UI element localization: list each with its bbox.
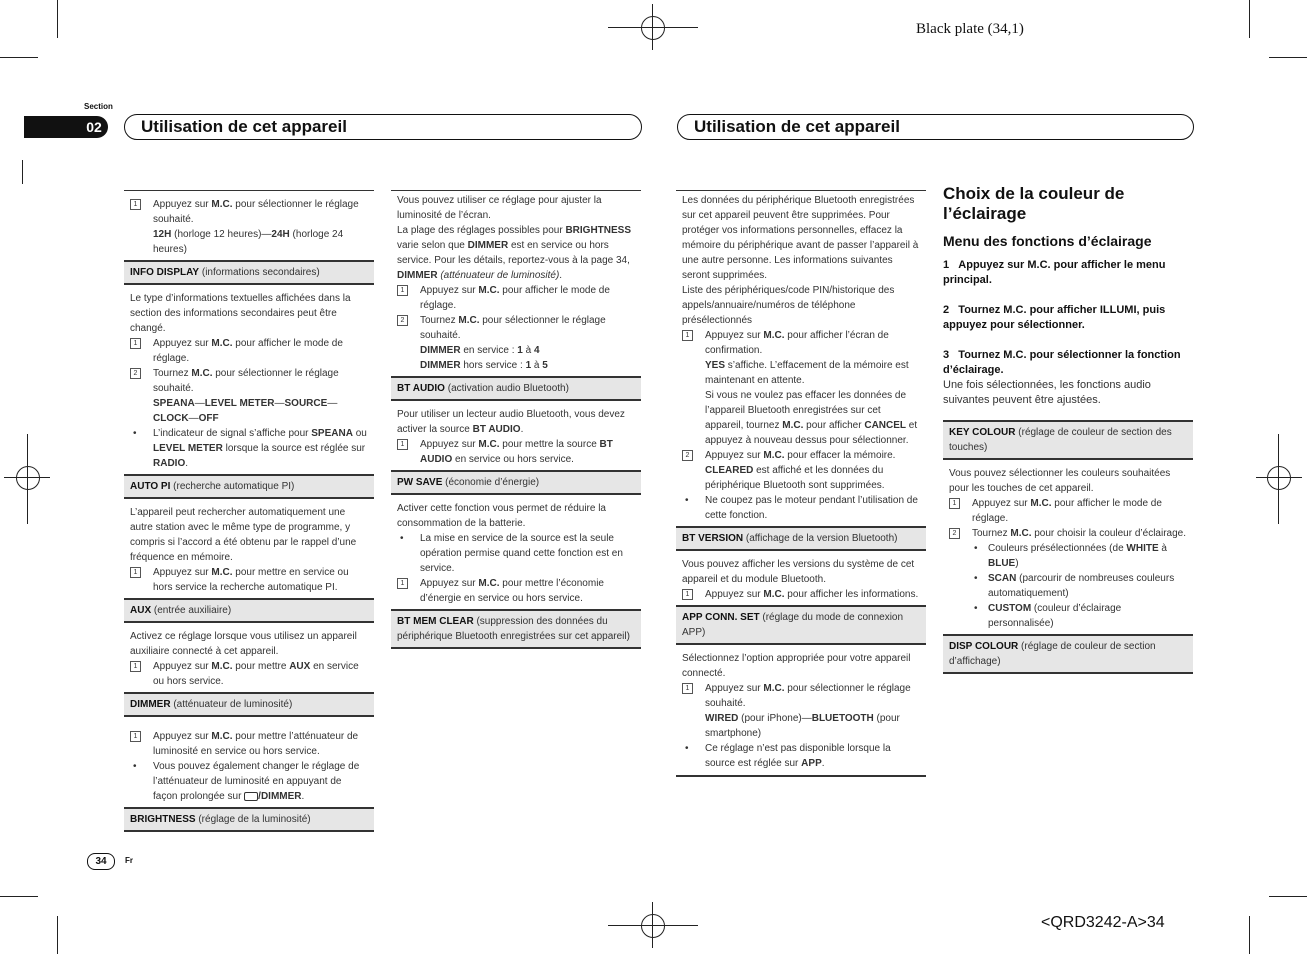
text: Tournez (153, 368, 192, 379)
text: pour mettre l’atténuateur de luminosité en service ou hors service. (153, 731, 359, 757)
text: ) (1015, 558, 1019, 569)
setting-subtitle: (activation audio Bluetooth) (444, 383, 569, 394)
setting-title: BT VERSION (682, 533, 744, 544)
text: CLEARED (705, 465, 754, 476)
text: 4 (533, 345, 540, 356)
text: (couleur d’éclairage personnalisée) (988, 603, 1122, 629)
text: 1 (525, 360, 532, 371)
text: CLOCK (153, 413, 189, 424)
text: 12H (153, 229, 172, 240)
text: hors service : (460, 360, 526, 371)
text: (pour iPhone)— (738, 713, 812, 724)
setting-title: AUTO PI (130, 481, 171, 492)
paragraph: Vous pouvez sélectionner les couleurs souhaitées pour les touches de cet appareil. (949, 468, 1171, 494)
text: pour afficher le mode de réglage. (972, 498, 1162, 524)
text: — (194, 398, 205, 409)
paragraph: L’appareil peut rechercher automatiquement une autre station avec le même type de programme, y compris si l’accord a été obtenu par le rappel d’une fréquence en mémoire. (130, 507, 357, 563)
text: SCAN (988, 573, 1017, 584)
text: (horloge 12 heures)— (171, 229, 272, 240)
step-item (949, 526, 1187, 541)
text: Appuyez sur (705, 450, 764, 461)
text: (atténuateur de luminosité) (437, 270, 560, 281)
column-2 (391, 190, 641, 655)
text: M.C. (1030, 498, 1052, 509)
text: M.C. (211, 661, 233, 672)
text: pour choisir la couleur d’éclairage. (1031, 528, 1186, 539)
text: M.C. (191, 368, 213, 379)
step-number: 2 (130, 368, 141, 379)
step-item (949, 496, 1187, 526)
text: M.C. (763, 450, 785, 461)
text: pour afficher l’écran de confirmation. (705, 330, 889, 356)
text: . (821, 758, 825, 769)
step-number: 2 (397, 315, 408, 326)
registration-mark (1256, 477, 1302, 478)
bullet-item (130, 426, 368, 471)
text: Appuyez sur (420, 578, 479, 589)
text: pour afficher (803, 420, 865, 431)
header-left (124, 114, 642, 140)
setting-band (391, 470, 641, 495)
step-text: Appuyez sur M.C. pour afficher le menu principal. (943, 259, 1166, 286)
text: M.C. (763, 330, 785, 341)
paragraph (397, 223, 635, 283)
text: en service ou hors service. (153, 661, 359, 687)
text: (pour smartphone) (705, 713, 900, 739)
text: La mise en service de la source est la seule opération permise quand cette fonction est en service. (420, 533, 623, 574)
text: M.C. (763, 683, 785, 694)
text: à (1158, 543, 1167, 554)
step-item (682, 448, 920, 493)
text: Appuyez sur (705, 330, 764, 341)
setting-subtitle: (suppression des données du périphérique Bluetooth enregistrées sur cet appareil) (397, 616, 630, 642)
setting-subtitle: (entrée auxiliaire) (151, 605, 232, 616)
bullet-icon: • (685, 495, 689, 506)
text: pour sélectionner le réglage souhaité. (153, 199, 359, 225)
text: pour effacer la mémoire. (784, 450, 896, 461)
text: Tournez (972, 528, 1011, 539)
step-item (397, 576, 635, 606)
setting-subtitle: (informations secondaires) (199, 267, 320, 278)
crop-mark (1249, 916, 1250, 954)
text: YES (705, 360, 726, 371)
bullet-item (972, 541, 1187, 571)
setting-title: DISP COLOUR (949, 641, 1019, 652)
paragraph (397, 407, 635, 437)
text: . (520, 424, 524, 435)
registration-mark (641, 16, 665, 40)
registration-mark (27, 434, 28, 524)
bullet-icon: • (133, 761, 137, 772)
text: à (531, 360, 543, 371)
text: AUX (289, 661, 311, 672)
text: OFF (198, 413, 219, 424)
step-item (682, 587, 920, 602)
setting-title: DIMMER (130, 699, 171, 710)
text: Ce réglage n’est pas disponible lorsque la source est réglée sur (705, 743, 891, 769)
section-label: Section (84, 102, 113, 111)
registration-mark (608, 27, 698, 28)
text: M.C. (458, 315, 480, 326)
text: La plage des réglages possibles pour (397, 225, 566, 236)
setting-band (943, 420, 1193, 460)
paragraph: Activez ce réglage lorsque vous utilisez un appareil auxiliaire connecté à cet appareil. (130, 631, 357, 657)
bullet-item (397, 531, 635, 576)
setting-subtitle: (recherche automatique PI) (170, 481, 295, 492)
text: DIMMER (420, 360, 461, 371)
step-number: 1 (682, 589, 693, 600)
text: CUSTOM (988, 603, 1032, 614)
paragraph: Vous pouvez utiliser ce réglage pour ajuster la luminosité de l’écran. (397, 195, 602, 221)
text: WIRED (705, 713, 739, 724)
step-text: Tournez M.C. pour afficher ILLUMI, puis appuyez pour sélectionner. (943, 304, 1166, 331)
text: Si vous ne voulez pas effacer les données de l’appareil Bluetooth enregistrées sur cet appareil, tournez (705, 390, 907, 431)
text: BT AUDIO (472, 424, 521, 435)
text: SOURCE (284, 398, 328, 409)
section-number: 02 (80, 116, 108, 138)
text: Appuyez sur (153, 567, 212, 578)
setting-title: INFO DISPLAY (130, 267, 200, 278)
text: M.C. (211, 731, 233, 742)
bullet-item (130, 759, 368, 804)
text: pour afficher les informations. (784, 589, 919, 600)
bullet-item (972, 601, 1187, 631)
text: M.C. (478, 439, 500, 450)
setting-band (124, 807, 374, 832)
crop-mark (0, 57, 38, 58)
text: pour sélectionner le réglage souhaité. (153, 368, 339, 394)
setting-band (676, 526, 926, 551)
setting-title: BT AUDIO (397, 383, 445, 394)
step-number: 2 (949, 528, 960, 539)
setting-title: KEY COLOUR (949, 427, 1016, 438)
step-item (130, 565, 368, 595)
step-item (682, 328, 920, 448)
text: BLUE (988, 558, 1016, 569)
registration-mark (1278, 434, 1279, 524)
bullet-item (682, 493, 920, 523)
step-text: Tournez M.C. pour sélectionner la fonction d’éclairage. (943, 349, 1181, 376)
numbered-step (943, 348, 1193, 378)
setting-subtitle: (affichage de la version Bluetooth) (743, 533, 898, 544)
text: est affiché et les données du périphérique Bluetooth sont supprimées. (705, 465, 885, 491)
text: Appuyez sur (153, 661, 212, 672)
step-item (130, 197, 368, 257)
section-heading: Choix de la couleur de l’éclairage (943, 184, 1125, 223)
setting-subtitle: (réglage de couleur de section d’affichage) (949, 641, 1156, 667)
paragraph: Activer cette fonction vous permet de réduire la consommation de la batterie. (397, 503, 606, 529)
step-number: 1 (130, 199, 141, 210)
text: et appuyez à nouveau dessus pour sélectionner. (705, 420, 918, 446)
step-number: 2 (682, 450, 693, 461)
setting-title: AUX (130, 605, 152, 616)
step-item (397, 313, 635, 373)
setting-band (391, 376, 641, 401)
bullet-item (682, 741, 920, 771)
step-description: Une fois sélectionnées, les fonctions audio suivantes peuvent être ajustées. (943, 379, 1151, 406)
setting-band (124, 692, 374, 717)
text: Ne coupez pas le moteur pendant l’utilisation de cette fonction. (705, 495, 918, 521)
setting-band (676, 605, 926, 645)
setting-subtitle: (atténuateur de luminosité) (170, 699, 293, 710)
step-number: 1 (397, 578, 408, 589)
step-item (130, 729, 368, 759)
column-3 (676, 190, 926, 777)
page-number: 34 (87, 853, 115, 870)
step-number: 1 (943, 259, 950, 271)
text: lorsque la source est réglée sur (222, 443, 366, 454)
setting-band (124, 474, 374, 499)
bullet-icon: • (133, 428, 137, 439)
bullet-icon: • (400, 533, 404, 544)
registration-mark (652, 902, 653, 948)
text: . (559, 270, 563, 281)
text: BLUETOOTH (811, 713, 874, 724)
paragraph: Vous pouvez afficher les versions du système de cet appareil et du module Bluetooth. (682, 559, 915, 585)
divider (676, 775, 926, 777)
setting-title: APP CONN. SET (682, 612, 760, 623)
text: M.C. (763, 589, 785, 600)
paragraph: Liste des périphériques/code PIN/historique des appels/annuaire/numéros de téléphone présélectionnés (682, 285, 895, 326)
text: (parcourir de nombreuses couleurs automatiquement) (988, 573, 1175, 599)
text: SPEANA (153, 398, 195, 409)
document-code: <QRD3242-A>34 (1041, 914, 1165, 931)
text: M.C. (211, 567, 233, 578)
text: Tournez (420, 315, 459, 326)
column-1 (124, 190, 374, 838)
text: DIMMER (397, 270, 438, 281)
text: pour afficher le mode de réglage. (153, 338, 343, 364)
text: pour mettre (232, 661, 290, 672)
text: M.C. (1010, 528, 1032, 539)
text: SPEANA (311, 428, 353, 439)
text: /DIMMER (258, 791, 302, 802)
crop-mark (57, 916, 58, 954)
crop-mark (0, 896, 38, 897)
numbered-step (943, 258, 1193, 288)
text: (horloge 24 heures) (153, 229, 344, 255)
bullet-icon: • (974, 573, 978, 584)
text: M.C. (211, 338, 233, 349)
page-language: Fr (125, 856, 133, 865)
step-number: 1 (397, 285, 408, 296)
text: Vous pouvez également changer le réglage de l’atténuateur de luminosité en appuyant de façon prolongée sur (153, 761, 360, 802)
text: Appuyez sur (705, 589, 764, 600)
bullet-item (972, 571, 1187, 601)
setting-title: PW SAVE (397, 477, 443, 488)
step-item (397, 437, 635, 467)
step-number: 1 (682, 683, 693, 694)
registration-mark (16, 466, 40, 490)
registration-mark (608, 925, 698, 926)
step-number: 1 (682, 330, 693, 341)
bullet-icon: • (974, 543, 978, 554)
text: RADIO (153, 458, 186, 469)
text: s’affiche. L’effacement de la mémoire est maintenant en attente. (705, 360, 909, 386)
step-number: 1 (130, 338, 141, 349)
step-number: 1 (949, 498, 960, 509)
text: DIMMER (467, 240, 509, 251)
step-number: 1 (130, 731, 141, 742)
text: pour mettre la source (499, 439, 600, 450)
section-bar (24, 116, 84, 138)
setting-band (943, 634, 1193, 674)
text: Appuyez sur (153, 199, 212, 210)
text: M.C. (478, 578, 500, 589)
text: Pour utiliser un lecteur audio Bluetooth, vous devez activer la source (397, 409, 625, 435)
text: M.C. (782, 420, 804, 431)
crop-mark (22, 160, 23, 184)
step-item (130, 336, 368, 366)
text: ou (352, 428, 367, 439)
plate-label: Black plate (34,1) (916, 21, 1024, 37)
step-number: 1 (130, 567, 141, 578)
bullet-icon: • (974, 603, 978, 614)
text: à (522, 345, 534, 356)
setting-band (124, 598, 374, 623)
bullet-icon: • (685, 743, 689, 754)
text: LEVEL METER (204, 398, 275, 409)
text: . (185, 458, 189, 469)
subsection-heading: Menu des fonctions d’éclairage (943, 233, 1152, 249)
header-right (677, 114, 1194, 140)
text: en service : (460, 345, 518, 356)
setting-band (124, 260, 374, 285)
text: CANCEL (864, 420, 907, 431)
header-left-title: Utilisation de cet appareil (141, 117, 347, 136)
text: — (327, 398, 338, 409)
text: est en service ou hors service. Pour les détails, reportez-vous à la page 34, (397, 240, 630, 266)
text: — (188, 413, 199, 424)
text: Appuyez sur (153, 731, 212, 742)
step-number: 1 (397, 439, 408, 450)
setting-subtitle: (réglage de couleur de section des touches) (949, 427, 1172, 453)
text: pour afficher le mode de réglage. (420, 285, 610, 311)
step-number: 1 (130, 661, 141, 672)
header-right-title: Utilisation de cet appareil (694, 117, 900, 136)
text: en service ou hors service. (452, 454, 574, 465)
text: 24H (271, 229, 290, 240)
text: L’indicateur de signal s’affiche pour (153, 428, 312, 439)
step-item (682, 681, 920, 741)
numbered-step (943, 303, 1193, 333)
text: Appuyez sur (972, 498, 1031, 509)
paragraph: Le type d’informations textuelles affichées dans la section des informations secondaires peut être changé. (130, 293, 351, 334)
step-number: 3 (943, 349, 950, 361)
step-item (130, 659, 368, 689)
column-4 (943, 184, 1193, 680)
setting-subtitle: (réglage de la luminosité) (195, 814, 311, 825)
text: APP (801, 758, 822, 769)
source-icon (244, 792, 258, 801)
text: Couleurs présélectionnées (de (988, 543, 1127, 554)
text: pour sélectionner le réglage souhaité. (420, 315, 606, 341)
setting-title: BRIGHTNESS (130, 814, 196, 825)
text: pour mettre l’économie d’énergie en service ou hors service. (420, 578, 604, 604)
step-item (397, 283, 635, 313)
crop-mark (1249, 0, 1250, 38)
setting-subtitle: (réglage du mode de connexion APP) (682, 612, 904, 638)
text: M.C. (478, 285, 500, 296)
text: Appuyez sur (420, 439, 479, 450)
text: pour sélectionner le réglage souhaité. (705, 683, 911, 709)
text: M.C. (211, 199, 233, 210)
step-item (130, 366, 368, 426)
registration-mark (652, 4, 653, 50)
registration-mark (1267, 466, 1291, 490)
step-number: 2 (943, 304, 950, 316)
text: Appuyez sur (420, 285, 479, 296)
crop-mark (1269, 57, 1307, 58)
text: WHITE (1126, 543, 1159, 554)
paragraph: Les données du périphérique Bluetooth enregistrées sur cet appareil peuvent être supprimées. Pour protéger vos informations personnelles, effacez la mémoire du périphérique avant de passer l’appareil à une autre personne. Les informations suivantes seront supprimées. (682, 195, 919, 281)
text: LEVEL METER (153, 443, 223, 454)
text: varie selon que (397, 240, 468, 251)
text: BT AUDIO (420, 439, 613, 465)
setting-subtitle: (économie d’énergie) (442, 477, 540, 488)
setting-title: BT MEM CLEAR (397, 616, 474, 627)
text: DIMMER (420, 345, 461, 356)
text: BRIGHTNESS (565, 225, 632, 236)
crop-mark (1269, 896, 1307, 897)
text: 5 (542, 360, 548, 371)
text: Appuyez sur (705, 683, 764, 694)
registration-mark (641, 914, 665, 938)
paragraph: Sélectionnez l’option appropriée pour votre appareil connecté. (682, 653, 911, 679)
text: Appuyez sur (153, 338, 212, 349)
text: 1 (517, 345, 523, 356)
crop-mark (57, 0, 58, 38)
text: — (274, 398, 285, 409)
text: . (301, 791, 305, 802)
text: pour mettre en service ou hors service la recherche automatique PI. (153, 567, 349, 593)
setting-band (391, 609, 641, 649)
